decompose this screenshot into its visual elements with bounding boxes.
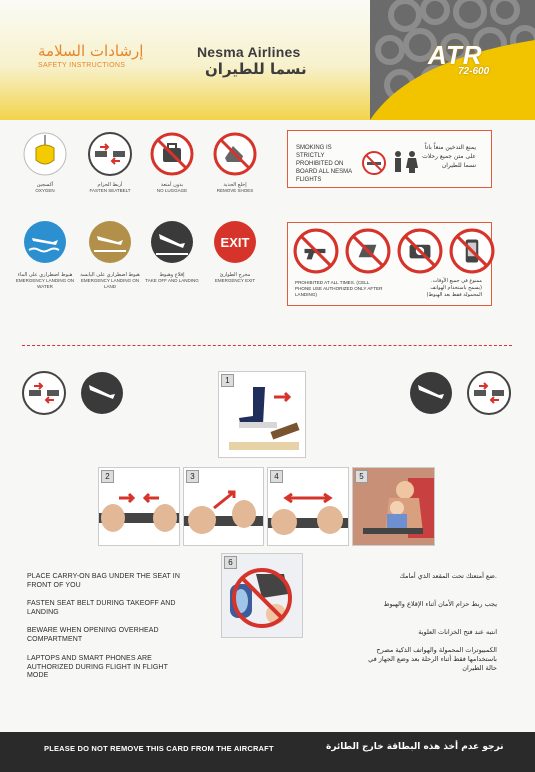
step-4-panel <box>267 467 349 546</box>
step-number: 4 <box>270 470 283 483</box>
seatbelt-label: أربط الحزام FASTEN SEATBELT <box>89 182 131 193</box>
right-seatbelt-icon <box>467 371 511 415</box>
aircraft-name: ATR <box>428 40 483 70</box>
water-landing-label: هبوط اضطراري على الماء EMERGENCY LANDING ON WATER <box>15 272 75 289</box>
exit-text: EXIT <box>220 235 250 250</box>
prohibited-text-english: PROHIBITED AT ALL TIMES. (CELL PHONE USE AUTHORIZED ONLY AFTER LANDING) <box>295 280 383 297</box>
dashed-divider <box>22 345 512 346</box>
instruction-overhead-english: BEWARE WHEN OPENING OVERHEAD COMPARTMENT <box>27 627 159 643</box>
emergency-exit-label: مخرج الطوارئ EMERGENCY EXIT <box>214 272 256 283</box>
step-3-panel <box>183 467 264 546</box>
instruction-carry-on-english: PLACE CARRY-ON BAG UNDER THE SEAT IN FRONT OF YOU <box>27 573 180 589</box>
right-takeoff-icon <box>409 371 453 415</box>
land-landing-icon <box>88 220 132 264</box>
step-5-panel <box>352 467 435 546</box>
takeoff-landing-label: إقلاع وهبوط TAKE OFF AND LANDING <box>145 272 199 283</box>
brand-name-english: Nesma Airlines <box>197 44 301 60</box>
step-number: 1 <box>221 374 234 387</box>
step-2-panel <box>98 467 180 546</box>
step-1-panel <box>218 371 306 458</box>
no-luggage-label: بدون أمتعة NO LUGGAGE <box>156 182 188 193</box>
title-english: SAFETY INSTRUCTIONS <box>38 62 126 69</box>
emergency-exit-icon <box>213 220 257 264</box>
oxygen-label: أكسجين OXYGEN <box>35 182 55 193</box>
instruction-seatbelt-arabic: يجب ربط حزام الأمان أثناء الإقلاع والهبوط <box>383 600 497 608</box>
takeoff-landing-icon <box>150 220 194 264</box>
footer-text-arabic: نرجو عدم أخذ هذه البطاقة خارج الطائرة <box>326 742 504 752</box>
instruction-seatbelt-english: FASTEN SEAT BELT DURING TAKEOFF AND LANDING <box>27 600 176 616</box>
title-arabic: إرشادات السلامة <box>38 42 144 60</box>
no-electronic-toys-icon <box>345 228 391 274</box>
step-number: 2 <box>101 470 114 483</box>
left-seatbelt-icon <box>22 371 66 415</box>
step-6-panel <box>221 553 303 638</box>
instruction-carry-on-arabic: ضع أمتعتك تحت المقعد الذي أمامك. <box>399 572 497 580</box>
land-landing-label: هبوط اضطراري على اليابسة EMERGENCY LANDING ON LAND <box>80 272 140 289</box>
water-landing-icon <box>23 220 67 264</box>
remove-shoes-icon <box>213 132 257 176</box>
no-luggage-icon <box>150 132 194 176</box>
header <box>0 0 535 120</box>
instruction-laptops-arabic: الكمبيوترات المحمولة والهواتف الذكية مصرح باستخدامها فقط أثناء الرحلة بعد وضع الجهاز في حالة الطيران <box>368 646 497 672</box>
oxygen-mask-icon <box>23 132 67 176</box>
no-weapons-icon <box>293 228 339 274</box>
lavatory-icon <box>389 150 421 176</box>
seatbelt-icon <box>88 132 132 176</box>
smoking-text-arabic: يمنع التدخين منعاً باتاً على متن جميع رحلات نسما للطيران <box>422 144 476 169</box>
no-cell-phone-icon <box>449 228 495 274</box>
footer-text-english: PLEASE DO NOT REMOVE THIS CARD FROM THE AIRCRAFT <box>44 744 274 753</box>
aircraft-model: 72-600 <box>458 66 490 77</box>
step-number: 3 <box>186 470 199 483</box>
prohibited-text-arabic: ممنوع في جميع الأوقات. (يسمح باستخدام الهواتف المحمولة فقط بعد الهبوط) <box>426 278 482 298</box>
step-number: 5 <box>355 470 368 483</box>
left-takeoff-icon <box>80 371 124 415</box>
instruction-laptops-english: LAPTOPS AND SMART PHONES ARE AUTHORIZED DURING FLIGHT IN FLIGHT MODE <box>27 655 168 679</box>
brand-name-arabic: نسما للطيران <box>205 60 307 78</box>
no-camera-icon <box>397 228 443 274</box>
smoking-text-english: SMOKING IS STRICTLY PROHIBITED ON BOARD ALL NESMA FLIGHTS <box>296 145 352 183</box>
remove-shoes-label: إخلع الحذية REMOVE SHOES <box>216 182 254 193</box>
no-smoking-icon <box>361 150 387 176</box>
step-number: 6 <box>224 556 237 569</box>
instruction-overhead-arabic: انتبه عند فتح الخزانات العلوية <box>418 628 497 636</box>
